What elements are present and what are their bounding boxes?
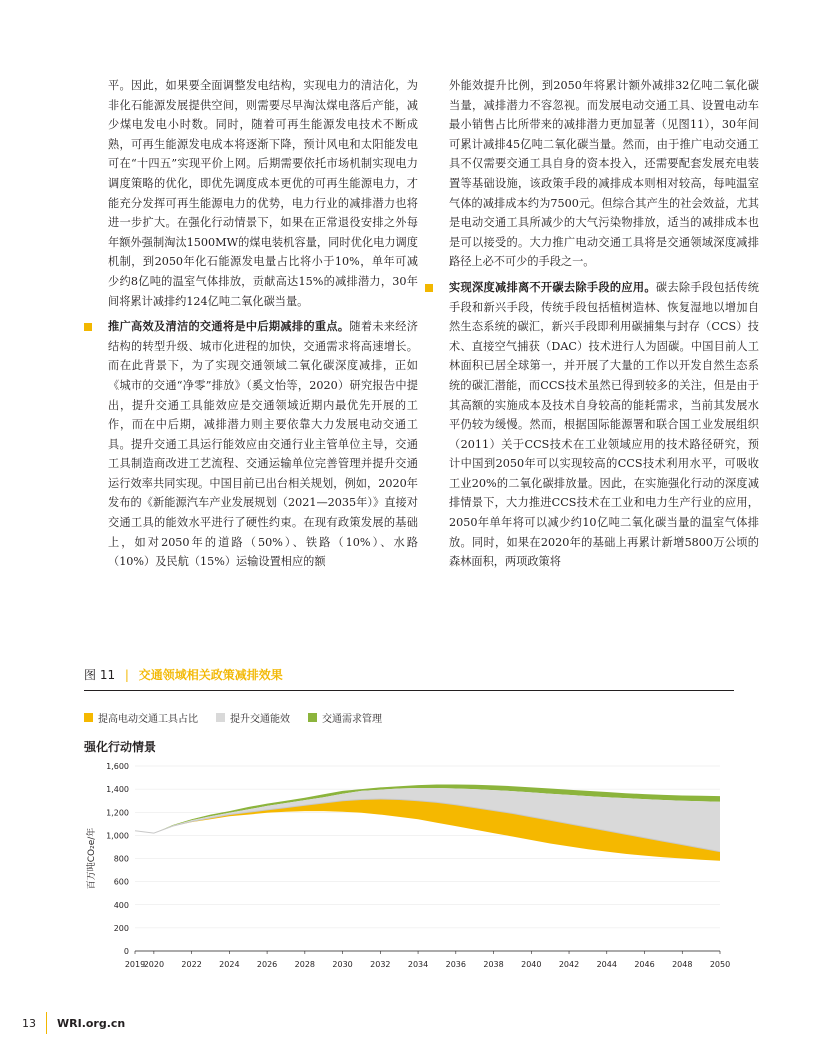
bullet-heading: 推广高效及清洁的交通将是中后期减排的重点。 <box>108 320 350 334</box>
legend-swatch <box>84 713 93 722</box>
paragraph: 外能效提升比例，到2050年将累计额外减排32亿吨二氧化碳当量，减排潜力不容忽视。而发展电动交通工具、设置电动车最小销售占比所带来的减排潜力更加显著（见图11），30年间可累计减排45亿吨二氧化碳当量。然而，由于推广电动交通工具不仅需要交通工具自身的资本投入，还需要配套发展充电装置等基础设施，该政策手段的减排成本则相对较高，每吨温室气体的减排成本约为7500元。但综合其产生的社会效益，尤其是电动交通工具所减少的大气污染物排放，适当的减排成本也是可以接受的。大力推广电动交通工具将是交通领域深度减排路径上必不可少的手段之一。 <box>449 79 759 269</box>
legend-item-demand <box>308 710 382 725</box>
page-footer <box>22 1012 125 1034</box>
right-text-column <box>449 76 759 572</box>
x-tick-label: 2044 <box>596 960 617 969</box>
bullet-heading: 实现深度减排离不开碳去除手段的应用。 <box>449 280 656 294</box>
x-tick-label: 2019 <box>124 960 146 969</box>
chart-scenario-title: 强化行动情景 <box>84 740 157 754</box>
x-tick-label: 2020 <box>143 960 165 969</box>
y-tick-label: 1,400 <box>106 785 129 795</box>
x-tick-label: 2046 <box>634 960 655 969</box>
legend-item-efficiency <box>216 710 290 725</box>
bullet-square-icon <box>425 284 433 292</box>
x-tick-label: 2040 <box>521 960 542 969</box>
x-tick-label: 2048 <box>672 960 693 969</box>
y-tick-label: 200 <box>113 923 129 933</box>
bullet-text: 碳去除手段包括传统手段和新兴手段，传统手段包括植树造林、恢复湿地以增加自然生态系统的碳汇，新兴手段即利用碳捕集与封存（CCS）技术、直接空气捕获（DAC）技术进行人为固碳。中国目前人工林面积已居全球第一，并开展了大量的工作以开发自然生态系统的碳汇潜能，而CCS技术虽然已得到较多的关注，但是由于其高额的实施成本及技术自身较高的能耗需求，当前其发展水平仍较为缓慢。然而，根据国际能源署和联合国工业发展组织（2011）关于CCS技术在工业领域应用的技术路径研究，预计中国到2050年可以实现较高的CCS技术利用水平，可吸收工业20%的二氧化碳排放量。因此，在实施强化行动的深度减排情景下，大力推进CCS技术在工业和电力生产行业的应用，2050年单年将可以减少约10亿吨二氧化碳当量的温室气体排放。同时，如果在2020年的基础上再累计新增5800万公顷的森林面积，两项政策将 <box>449 280 759 569</box>
legend-swatch <box>308 713 317 722</box>
legend-label: 提高电动交通工具占比 <box>98 714 198 725</box>
legend-label: 交通需求管理 <box>322 714 382 725</box>
legend-item-ev <box>84 710 198 725</box>
figure-title: 交通领域相关政策减排效果 <box>138 668 283 682</box>
figure-header <box>84 666 734 691</box>
footer-divider <box>46 1012 47 1034</box>
x-tick-label: 2024 <box>219 960 240 969</box>
x-tick-label: 2034 <box>407 960 429 969</box>
y-tick-label: 1,600 <box>106 762 129 771</box>
y-tick-label: 400 <box>113 900 129 910</box>
y-tick-label: 1,200 <box>106 808 129 818</box>
paragraph: 平。因此，如果要全面调整发电结构，实现电力的清洁化，为非化石能源发展提供空间，则需要尽早淘汰煤电落后产能，减少煤电发电小时数。同时，随着可再生能源发电技术不断成熟，可再生能源发电成本将逐渐下降，预计风电和太阳能发电可在“十四五”实现平价上网。后期需要依托市场机制实现电力调度策略的优化，即优先调度成本更优的可再生能源电力，才能充分发挥可再生能源电力的优势，电力行业的减排潜力也将进一步扩大。在强化行动情景下，如果在正常退役安排之外每年额外强制淘汰1500MW的煤电装机容量，同时优化电力调度机制，到2050年化石能源发电量占比将小于10%，单年可减少约8亿吨的温室气体排放，贡献高达15%的减排潜力，30年间将累计减排约124亿吨二氧化碳当量。 <box>108 79 418 308</box>
x-tick-label: 2026 <box>256 960 278 969</box>
x-tick-label: 2032 <box>370 960 391 969</box>
y-tick-label: 0 <box>123 947 129 956</box>
chart-legend <box>84 710 382 725</box>
bullet-text: 随着未来经济结构的转型升级、城市化进程的加快，交通需求将高速增长。而在此背景下，为了实现交通领域二氧化碳深度减排，正如《城市的交通“净零”排放》（奚文怡等，2020）研究报告中提出，提升交通工具能效应是交通领域近期内最优先开展的工作，而在中后期，减排潜力则主要依靠大力发展电动交通工具。提升交通工具运行能效应由交通行业主管单位主导，交通工具制造商改进工艺流程、交通运输单位完善管理并提升交通运行效率共同实现。中国目前已出台相关规划，例如，2020年发布的《新能源汽车产业发展规划（2021—2035年）》直接对交通工具的能效水平进行了硬性约束。在现有政策发展的基础上，如对2050年的道路（50%）、铁路（10%）、水路（10%）及民航（15%）运输设置相应的额 <box>108 320 418 569</box>
figure-number: 图 11 <box>84 668 116 682</box>
figure-separator: | <box>124 668 129 682</box>
x-tick-label: 2028 <box>294 960 316 969</box>
page-number: 13 <box>22 1016 36 1030</box>
x-tick-label: 2036 <box>445 960 466 969</box>
x-tick-label: 2042 <box>558 960 580 969</box>
y-axis-label: 百万吨CO₂e/年 <box>87 827 97 890</box>
footer-site: WRI.org.cn <box>57 1016 126 1030</box>
x-tick-label: 2050 <box>709 960 731 969</box>
bullet-square-icon <box>84 323 92 331</box>
bullet-paragraph <box>108 317 418 572</box>
y-tick-label: 600 <box>113 877 129 887</box>
emissions-area-chart <box>80 758 740 978</box>
x-tick-label: 2038 <box>483 960 504 969</box>
x-tick-label: 2022 <box>181 960 202 969</box>
x-tick-label: 2030 <box>332 960 353 969</box>
legend-swatch <box>216 713 225 722</box>
y-tick-label: 1,000 <box>106 831 129 841</box>
left-text-column <box>108 76 418 572</box>
bullet-paragraph <box>449 278 759 572</box>
legend-label: 提升交通能效 <box>230 714 290 725</box>
y-tick-label: 800 <box>113 854 129 864</box>
